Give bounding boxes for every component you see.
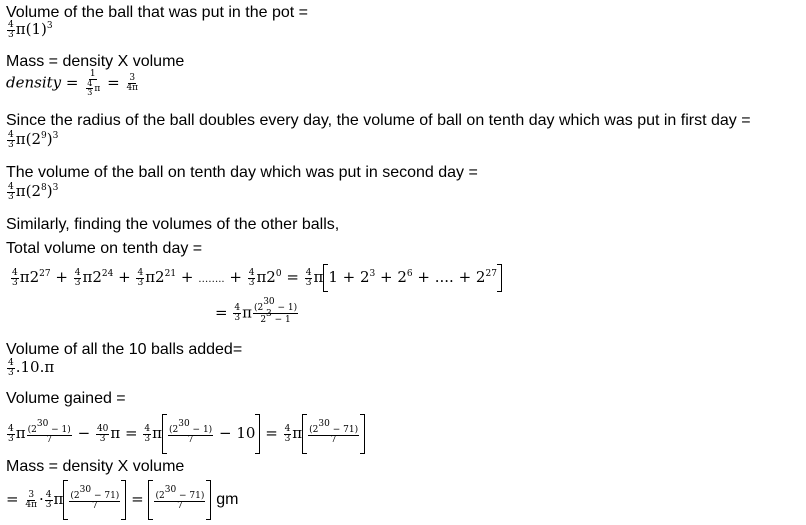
line-total-volume: Total volume on tenth day = (6, 240, 203, 257)
expr-volume-ball: $\frac{4}{3}$ $\pi(1)^3$ (8, 19, 53, 40)
expr-final-mass: = $\frac{3}{4\pi}$ · $\frac{4}{3}$ π $\frac{(2^{30} - 71)}{7}$ = $\frac{(2^{30} - 71)}{7}$ gm (6, 480, 238, 520)
frac-density-1: 1 $\frac{4}{3}$ π (87, 69, 101, 97)
expr-all-balls: $\frac{4}{3}$ .10.π (8, 357, 55, 378)
line-all-balls: Volume of all the 10 balls added= (6, 341, 243, 358)
line-mass-formula-2: Mass = density X volume (6, 458, 185, 475)
frac-geometric: $\frac{(2^{30} - 1)}{2^3 - 1}$ (253, 297, 298, 325)
line-second-day: The volume of the ball on tenth day which was put in second day = (6, 164, 478, 181)
bracket-right (497, 264, 502, 292)
frac-4-3: $\frac{4}{3}$ (8, 19, 14, 40)
expr-vol-second: $\frac{4}{3}$ $\pi(2^8)^3$ (8, 181, 59, 202)
line-radius-doubles: Since the radius of the ball doubles every day, the volume of ball on tenth day which was put in first day = (6, 112, 751, 129)
expr-volume-gained: $\frac{4}{3}$ π $\frac{(2^{30} - 1)}{7}$ − $\frac{40}{3}$ π = $\frac{4}{3}$ π $\frac{(2^{30} - 1)}{7}$ − 10 = $\frac{4}{3}$ π $\frac{(2^{30} - 71)}{7}$ (6, 414, 365, 454)
expr-total-sum: $\frac{4}{3}$ $\pi 2^{27}$ + $\frac{4}{3}$ $\pi 2^{24}$ + $\frac{4}{3}$ $\pi 2^{21}$ + …….. + $\frac{4}{3}$ $\pi 2^0$ = $\frac{4}{3}$ π $1 + 2^3 + 2^6$ + .... + $2^{27}$ (10, 264, 502, 292)
expr-vol-first: $\frac{4}{3}$ $\pi(2^9)^3$ (8, 129, 59, 150)
line-volume-gained: Volume gained = (6, 390, 126, 407)
expr-density: density = 1 $\frac{4}{3}$ π = $\frac{3}{4\pi}$ (6, 69, 139, 97)
expr-total-closed: = $\frac{4}{3}$ π $\frac{(2^{30} - 1)}{2^3 - 1}$ (215, 297, 298, 325)
frac-density-2: $\frac{3}{4\pi}$ (126, 73, 139, 93)
line-similarly: Similarly, finding the volumes of the other balls, (6, 216, 340, 233)
line-volume-ball: Volume of the ball that was put in the pot = (6, 4, 308, 21)
line-mass-formula-1: Mass = density X volume (6, 53, 185, 70)
